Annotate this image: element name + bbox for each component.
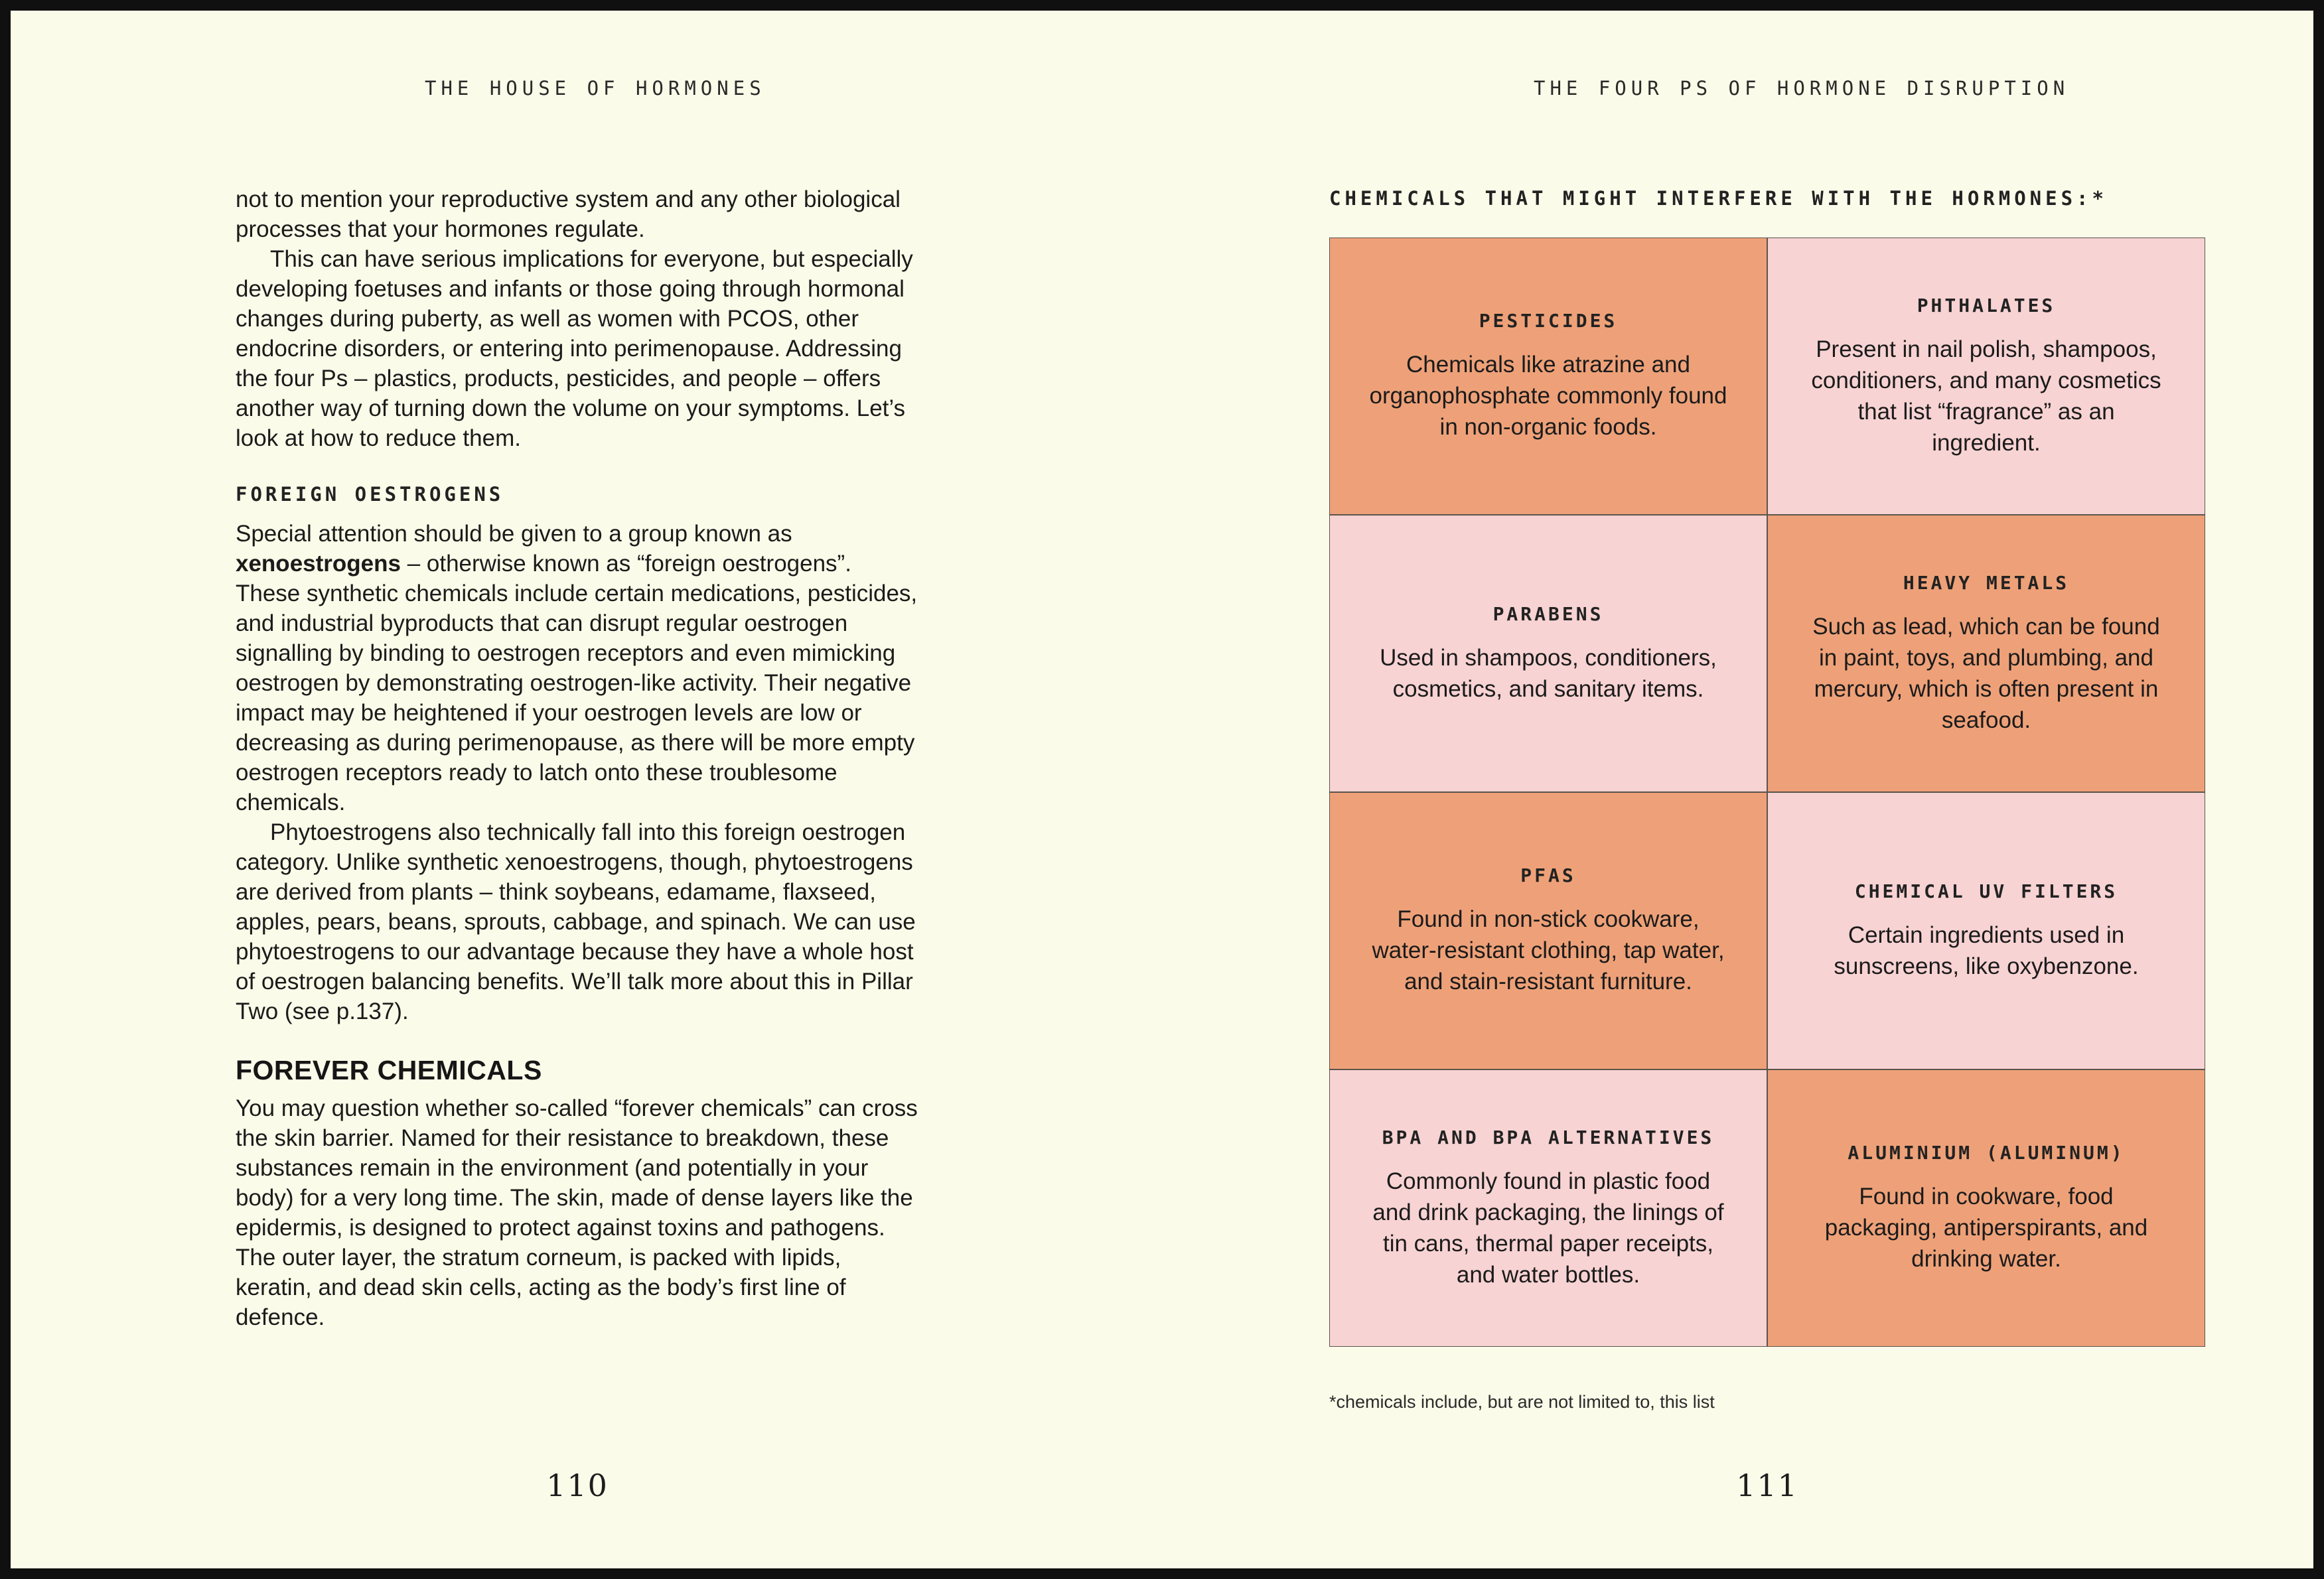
chemical-cell-heavy-metals xyxy=(1767,515,2205,792)
chemical-cell-title: BPA AND BPA ALTERNATIVES xyxy=(1382,1126,1715,1148)
running-header-right: THE FOUR PS OF HORMONE DISRUPTION xyxy=(1534,77,2070,100)
paragraph-text: Special attention should be given to a group known as xyxy=(236,521,792,547)
chemical-cell-parabens xyxy=(1329,515,1767,792)
running-header-left: THE HOUSE OF HORMONES xyxy=(425,77,766,100)
section-heading-forever-chemicals: FOREVER CHEMICALS xyxy=(236,1055,542,1085)
body-text-column xyxy=(236,184,919,1332)
page-number-right: 111 xyxy=(1736,1468,1798,1503)
chemical-cell-uv-filters xyxy=(1767,792,2205,1069)
page-right xyxy=(1162,11,2313,1568)
chemical-cell-pesticides xyxy=(1329,238,1767,515)
chemical-cell-aluminium xyxy=(1767,1069,2205,1347)
chemical-cell-text: Found in non-stick cookware, water-resistant clothing, tap water, and stain-resistant furniture. xyxy=(1372,906,1725,995)
page-number-left: 110 xyxy=(546,1468,609,1503)
chemical-cell-title: CHEMICAL UV FILTERS xyxy=(1854,880,2118,902)
chemical-cell-title: PFAS xyxy=(1520,864,1576,886)
page-left xyxy=(11,11,1162,1568)
chemical-cell-title: PESTICIDES xyxy=(1479,310,1618,332)
chemical-cell-text: Found in cookware, food packaging, antiperspirants, and drinking water. xyxy=(1824,1184,2148,1272)
chemical-cell-bpa xyxy=(1329,1069,1767,1347)
chemical-cell-title: PARABENS xyxy=(1492,602,1604,625)
chemical-cell-text: Commonly found in plastic food and drink packaging, the linings of tin cans, thermal paper receipts, and water bottles. xyxy=(1372,1168,1724,1288)
chemical-cell-title: PHTHALATES xyxy=(1917,294,2056,316)
foreign-paragraph-1 xyxy=(236,519,919,817)
chemicals-table-title: CHEMICALS THAT MIGHT INTERFERE WITH THE HORMONES:* xyxy=(1329,187,2108,210)
foreign-paragraph-2: Phytoestrogens also technically fall into this foreign oestrogen category. Unlike synthetic xenoestrogens, though, phytoestrogens are derived from plants – think soybeans, edamame, flaxseed, apples, pears, beans, sprouts, cabbage, and spinach. We can use phytoestrogens to our advantage because they have a whole host of oestrogen balancing benefits. We’ll talk more about this in Pillar Two (see p.137). xyxy=(236,819,916,1024)
chemical-cell-phthalates xyxy=(1767,238,2205,515)
chemical-cell-text: Chemicals like atrazine and organophosphate commonly found in non-organic foods. xyxy=(1369,352,1727,440)
book-spread xyxy=(11,11,2313,1568)
section-heading-foreign-oestrogens: FOREIGN OESTROGENS xyxy=(236,483,504,506)
chemicals-grid xyxy=(1329,238,2205,1347)
table-footnote: *chemicals include, but are not limited to, this list xyxy=(1329,1392,1715,1412)
chemical-cell-text: Used in shampoos, conditioners, cosmetics, and sanitary items. xyxy=(1380,644,1717,702)
chemical-cell-title: HEAVY METALS xyxy=(1903,571,2070,594)
chemical-cell-text: Such as lead, which can be found in paint, toys, and plumbing, and mercury, which is often present in seafood. xyxy=(1812,613,2160,733)
chemical-cell-title: ALUMINIUM (ALUMINUM) xyxy=(1848,1142,2125,1164)
intro-paragraph-1: not to mention your reproductive system and any other biological processes that your hormones regulate. xyxy=(236,186,901,242)
bold-term-xenoestrogens: xenoestrogens xyxy=(236,551,401,577)
chemical-cell-text: Certain ingredients used in sunscreens, like oxybenzone. xyxy=(1834,922,2139,979)
chemical-cell-pfas xyxy=(1329,792,1767,1069)
chemical-cell-text: Present in nail polish, shampoos, conditioners, and many cosmetics that list “fragrance” as an ingredient. xyxy=(1811,336,2161,456)
intro-paragraph-2: This can have serious implications for everyone, but especially developing foetuses and infants or those going through hormonal changes during puberty, as well as women with PCOS, other endocrine disorders, or entering into perimenopause. Addressing the four Ps – plastics, products, pesticides, and people – offers another way of turning down the volume on your symptoms. Let’s look at how to reduce them. xyxy=(236,246,913,451)
paragraph-text: – otherwise known as “foreign oestrogens”. These synthetic chemicals include certain medications, pesticides, and industrial byproducts that can disrupt regular oestrogen signalling by binding to oestrogen receptors and even mimicking oestrogen by demonstrating oestrogen-like activity. Their negative impact may be heightened if your oestrogen levels are low or decreasing as during perimenopause, as there will be more empty oestrogen receptors ready to latch onto these troublesome chemicals. xyxy=(236,551,918,815)
forever-paragraph-1: You may question whether so-called “forever chemicals” can cross the skin barrier. Named for their resistance to breakdown, these substances remain in the environment (and potentially in your body) for a very long time. The skin, made of dense layers like the epidermis, is designed to protect against toxins and pathogens. The outer layer, the stratum corneum, is packed with lipids, keratin, and dead skin cells, acting as the body’s first line of defence. xyxy=(236,1095,918,1330)
